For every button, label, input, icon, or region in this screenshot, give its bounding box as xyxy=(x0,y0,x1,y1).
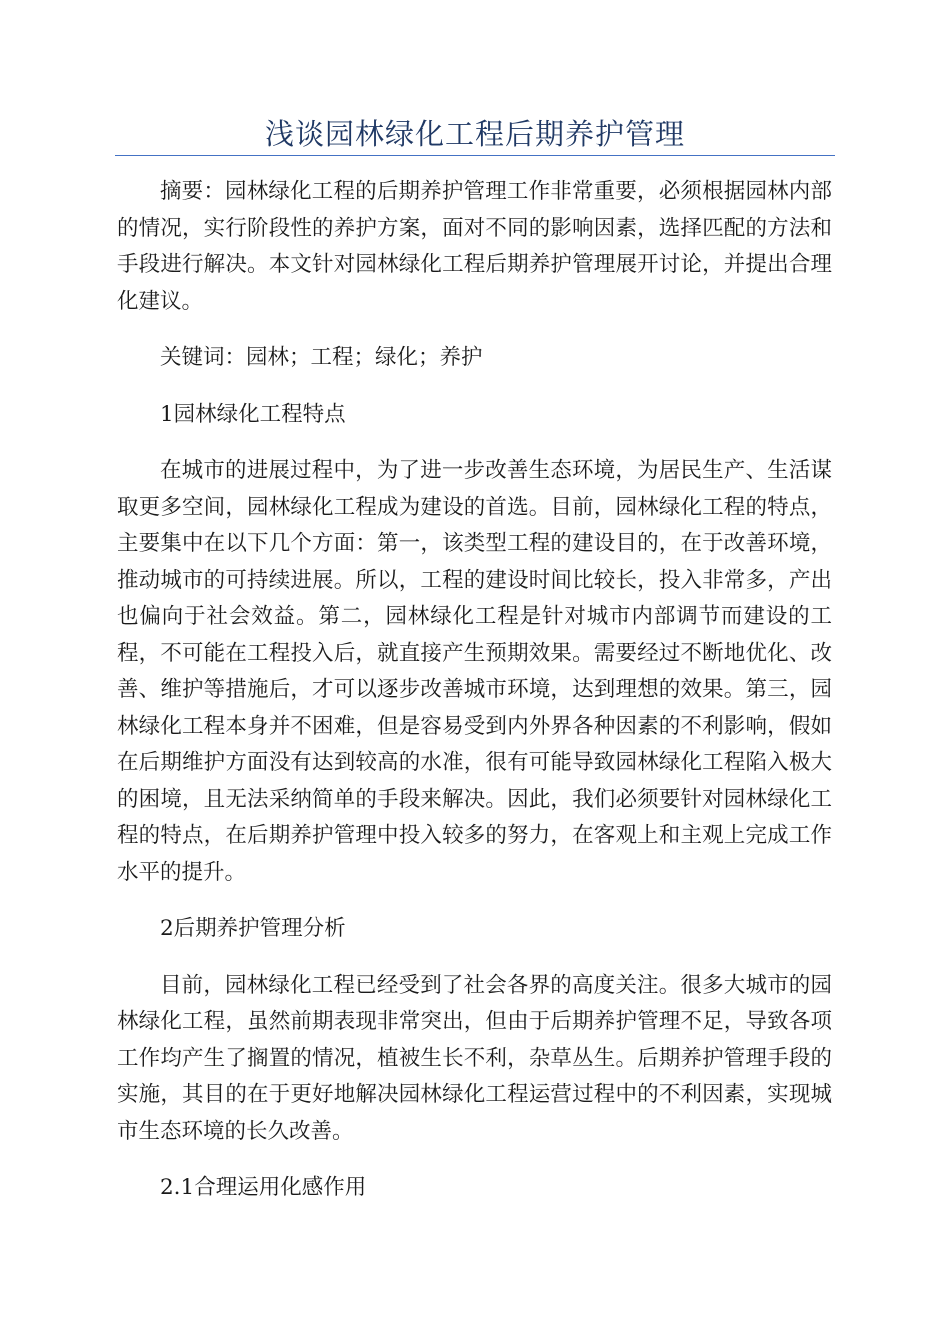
section-2-1-heading: 2.1合理运用化感作用 xyxy=(160,1175,367,1200)
section-2-heading: 2后期养护管理分析 xyxy=(160,916,346,941)
title-underline xyxy=(115,155,835,156)
abstract-paragraph: 摘要：园林绿化工程的后期养护管理工作非常重要，必须根据园林内部的情况，实行阶段性的养护方案，面对不同的影响因素，选择匹配的方法和手段进行解决。本文针对园林绿化工程后期养护管理展开讨论，并提出合理化建议。 xyxy=(117,179,832,314)
section-1-paragraph: 在城市的进展过程中，为了进一步改善生态环境，为居民生产、生活谋取更多空间，园林绿化工程成为建设的首选。目前，园林绿化工程的特点，主要集中在以下几个方面：第一，该类型工程的建设目的，在于改善环境，推动城市的可持续进展。所以，工程的建设时间比较长，投入非常多，产出也偏向于社会效益。第二，园林绿化工程是针对城市内部调节而建设的工程，不可能在工程投入后，就直接产生预期效果。需要经过不断地优化、改善、维护等措施后，才可以逐步改善城市环境，达到理想的效果。第三，园林绿化工程本身并不困难，但是容易受到内外界各种因素的不利影响，假如在后期维护方面没有达到较高的水准，很有可能导致园林绿化工程陷入极大的困境，且无法采纳简单的手段来解决。因此，我们必须要针对园林绿化工程的特点，在后期养护管理中投入较多的努力，在客观上和主观上完成工作水平的提升。 xyxy=(117,458,832,885)
document-title: 浅谈园林绿化工程后期养护管理 xyxy=(264,117,685,151)
section-2-paragraph: 目前，园林绿化工程已经受到了社会各界的高度关注。很多大城市的园林绿化工程，虽然前期表现非常突出，但由于后期养护管理不足，导致各项工作均产生了搁置的情况，植被生长不利，杂草丛生。后期养护管理手段的实施，其目的在于更好地解决园林绿化工程运营过程中的不利因素，实现城市生态环境的长久改善。 xyxy=(117,972,832,1144)
section-1-heading: 1园林绿化工程特点 xyxy=(160,401,346,427)
keywords-paragraph: 关键词：园林；工程；绿化；养护 xyxy=(160,345,483,370)
document-body xyxy=(117,174,832,1227)
